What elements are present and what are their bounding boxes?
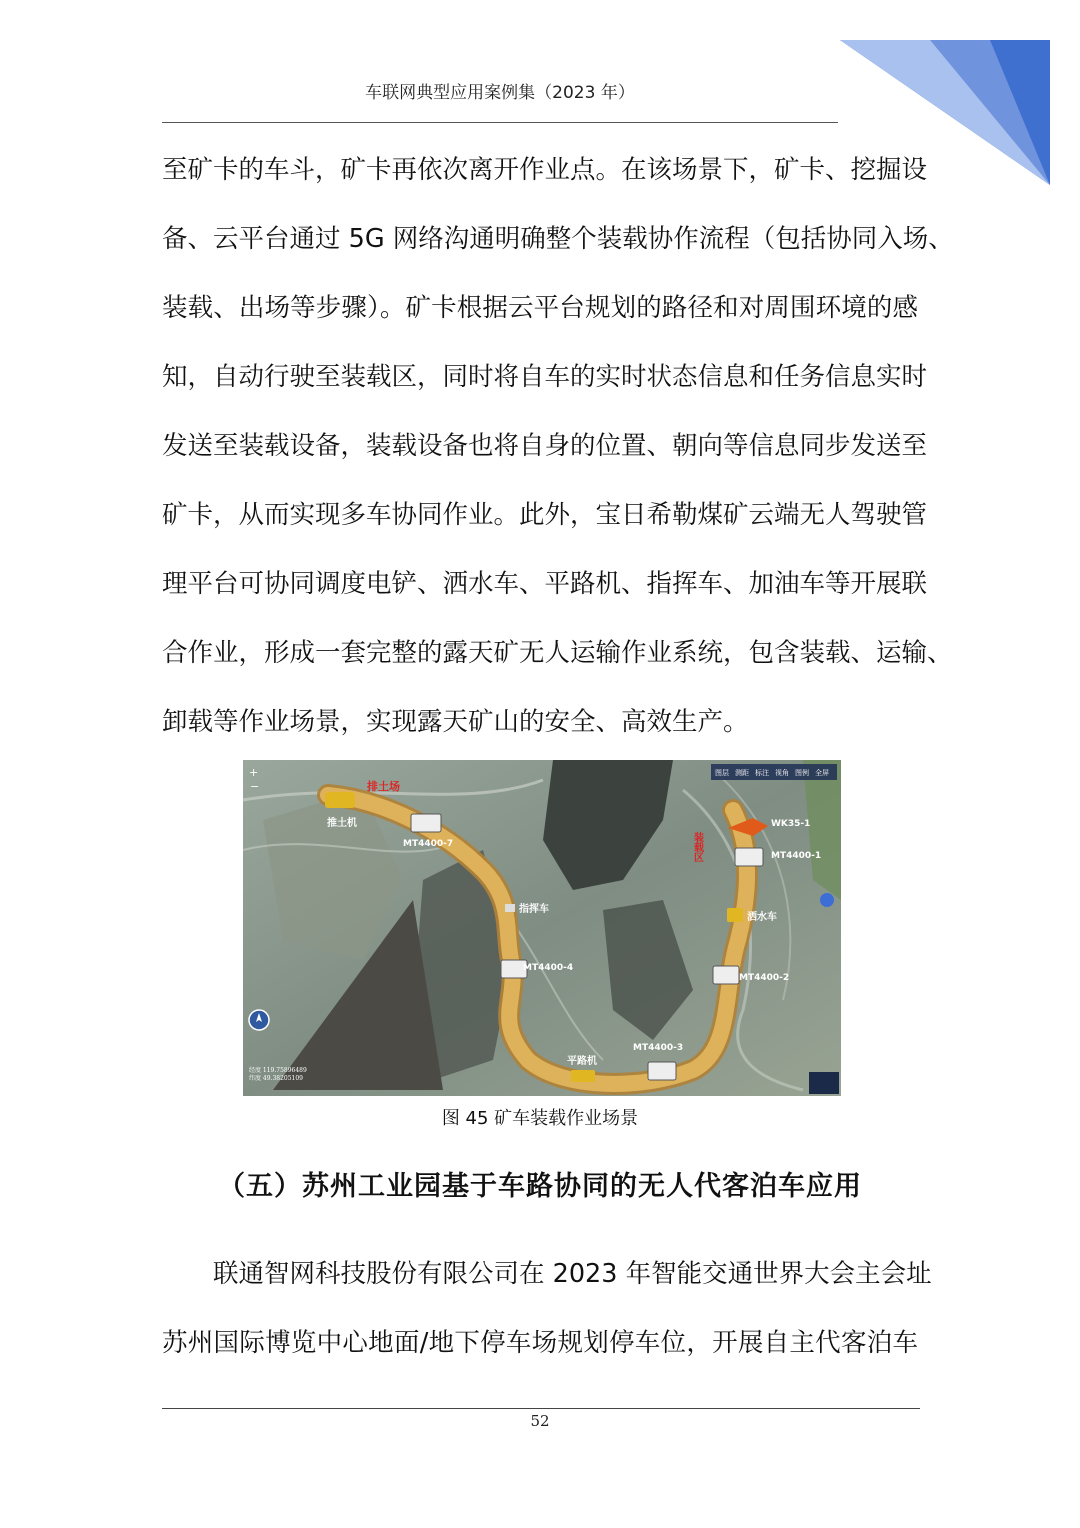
bulldozer-icon <box>325 792 355 808</box>
toolbar-item[interactable]: 图层 <box>715 769 729 777</box>
toolbar-item[interactable]: 视角 <box>775 769 789 777</box>
label-truck-3: MT4400-3 <box>633 1043 684 1053</box>
paragraph-line: 装载、出场等步骤）。矿卡根据云平台规划的路径和对周围环境的感 <box>162 293 918 323</box>
mine-loading-map <box>243 760 841 1096</box>
page-number: 52 <box>530 1412 550 1430</box>
paragraph-line: 知，自动行驶至装载区，同时将自车的实时状态信息和任务信息实时 <box>162 362 928 392</box>
section-title: （五）苏州工业园基于车路协同的无人代客泊车应用 <box>218 1171 862 1202</box>
figure-caption: 图 45 矿车装载作业场景 <box>441 1108 639 1129</box>
label-truck-7: MT4400-7 <box>403 839 454 849</box>
locate-icon[interactable] <box>820 893 834 907</box>
label-loading-area: 装载区 <box>691 832 703 862</box>
truck-icon <box>735 848 763 866</box>
truck-icon <box>713 966 739 984</box>
label-command-car: 指挥车 <box>519 904 549 915</box>
paragraph-line: 卸载等作业场景，实现露天矿山的安全、高效生产。 <box>162 707 749 737</box>
command-car-icon <box>505 904 515 912</box>
paragraph-line: 联通智网科技股份有限公司在 2023 年智能交通世界大会主会址 <box>213 1259 932 1289</box>
minimap-icon[interactable] <box>809 1072 839 1094</box>
label-truck-1: MT4400-1 <box>771 851 822 861</box>
page-header: 车联网典型应用案例集（2023 年） <box>365 83 635 103</box>
paragraph-line: 苏州国际博览中心地面/地下停车场规划停车位，开展自主代客泊车 <box>162 1328 918 1358</box>
label-grader: 平路机 <box>567 1056 597 1067</box>
toolbar-item[interactable]: 图例 <box>795 769 809 777</box>
label-bulldozer: 推土机 <box>327 818 357 829</box>
body-paragraph-1 <box>162 136 954 757</box>
label-truck-4: MT4400-4 <box>523 963 574 973</box>
paragraph-line: 至矿卡的车斗，矿卡再依次离开作业点。在该场景下，矿卡、挖掘设 <box>162 155 928 185</box>
coord-longitude: 经度 119.75896489 <box>249 1067 307 1074</box>
label-dump-site: 排土场 <box>367 780 400 793</box>
map-canvas <box>243 760 841 1096</box>
water-truck-icon <box>727 908 743 922</box>
header-divider <box>162 122 838 123</box>
zoom-out-icon[interactable]: − <box>250 780 260 793</box>
label-truck-2: MT4400-2 <box>739 973 790 983</box>
truck-icon <box>411 814 441 832</box>
truck-icon <box>648 1062 676 1080</box>
footer-divider <box>162 1408 920 1409</box>
paragraph-line: 矿卡，从而实现多车协同作业。此外，宝日希勒煤矿云端无人驾驶管 <box>162 500 928 530</box>
paragraph-line: 备、云平台通过 5G 网络沟通明确整个装载协作流程（包括协同入场、 <box>162 224 954 254</box>
coord-latitude: 纬度 49.38205109 <box>249 1075 303 1082</box>
grader-icon <box>571 1070 595 1082</box>
zoom-in-icon[interactable]: + <box>249 766 259 779</box>
paragraph-line: 合作业，形成一套完整的露天矿无人运输作业系统，包含装载、运输、 <box>162 638 953 668</box>
label-water-truck: 洒水车 <box>747 912 777 923</box>
paragraph-line: 理平台可协同调度电铲、洒水车、平路机、指挥车、加油车等开展联 <box>162 569 928 599</box>
body-paragraph-2 <box>162 1240 932 1378</box>
toolbar-item[interactable]: 测距 <box>735 769 749 777</box>
paragraph-line: 发送至装载设备，装载设备也将自身的位置、朝向等信息同步发送至 <box>162 431 928 461</box>
label-excavator: WK35-1 <box>771 819 811 829</box>
toolbar-item[interactable]: 标注 <box>755 769 769 777</box>
toolbar-item[interactable]: 全屏 <box>815 769 829 777</box>
